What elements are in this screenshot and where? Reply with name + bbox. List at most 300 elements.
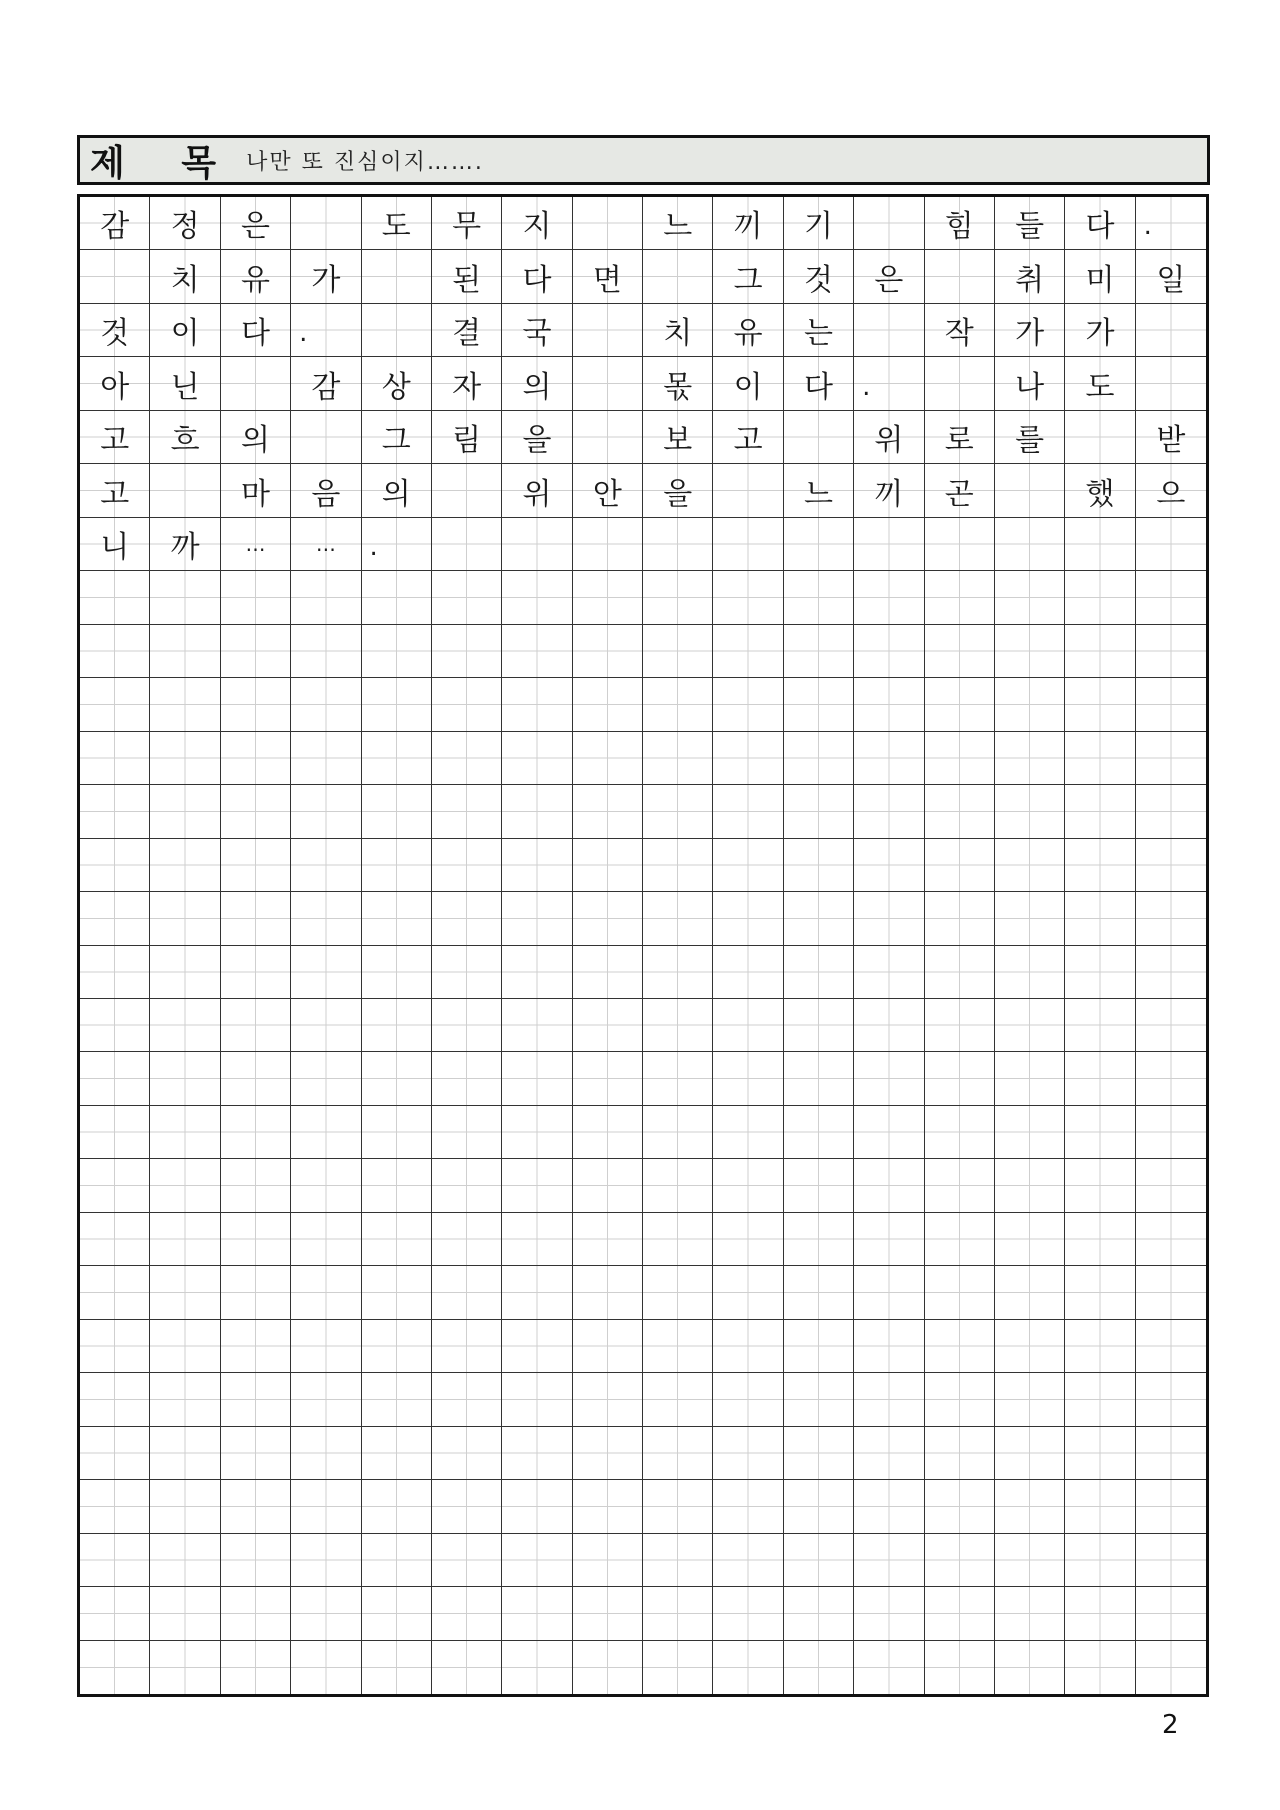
grid-cell xyxy=(432,1213,502,1266)
grid-cell xyxy=(1136,678,1206,731)
grid-cell xyxy=(362,1587,432,1640)
grid-cell xyxy=(854,197,924,250)
grid-cell: 감 xyxy=(291,357,361,410)
grid-cell xyxy=(643,732,713,785)
grid-cell xyxy=(713,1320,783,1373)
grid-cell xyxy=(1065,678,1135,731)
grid-cell xyxy=(573,946,643,999)
grid-cell xyxy=(573,1213,643,1266)
grid-cell: 기 xyxy=(784,197,854,250)
grid-cell: 상 xyxy=(362,357,432,410)
grid-cell: 그 xyxy=(362,411,432,464)
grid-cell xyxy=(1136,1641,1206,1694)
grid-cell xyxy=(362,1213,432,1266)
grid-cell xyxy=(1065,1106,1135,1159)
grid-cell xyxy=(573,1373,643,1426)
grid-cell: 닌 xyxy=(150,357,220,410)
grid-cell xyxy=(150,732,220,785)
grid-cell xyxy=(573,304,643,357)
grid-cell xyxy=(925,625,995,678)
grid-cell: 지 xyxy=(502,197,572,250)
grid-cell: 치 xyxy=(643,304,713,357)
grid-cell xyxy=(643,1480,713,1533)
grid-cell xyxy=(80,785,150,838)
grid-cell xyxy=(643,946,713,999)
grid-cell xyxy=(502,1320,572,1373)
grid-cell xyxy=(221,1213,291,1266)
grid-cell xyxy=(221,357,291,410)
grid-cell xyxy=(713,678,783,731)
grid-cell xyxy=(150,892,220,945)
grid-cell: 다 xyxy=(1065,197,1135,250)
grid-cell xyxy=(713,1159,783,1212)
grid-cell: 니 xyxy=(80,518,150,571)
grid-cell xyxy=(854,1266,924,1319)
grid-cell xyxy=(221,571,291,624)
grid-cell xyxy=(784,732,854,785)
grid-cell xyxy=(573,1320,643,1373)
grid-cell xyxy=(362,625,432,678)
grid-cell xyxy=(784,839,854,892)
grid-cell: 것 xyxy=(80,304,150,357)
grid-cell xyxy=(362,1427,432,1480)
grid-cell: 가 xyxy=(1065,304,1135,357)
grid-cell xyxy=(432,1052,502,1105)
grid-cell xyxy=(713,1373,783,1426)
grid-cell xyxy=(713,892,783,945)
grid-cell xyxy=(150,1266,220,1319)
grid-cell: 그 xyxy=(713,250,783,303)
grid-cell xyxy=(291,1427,361,1480)
grid-cell: 유 xyxy=(713,304,783,357)
grid-cell xyxy=(80,1480,150,1533)
grid-cell xyxy=(713,1106,783,1159)
grid-cell xyxy=(925,1320,995,1373)
grid-cell xyxy=(573,1266,643,1319)
grid-cell xyxy=(502,518,572,571)
grid-cell xyxy=(502,839,572,892)
grid-cell xyxy=(995,518,1065,571)
grid-cell xyxy=(854,1534,924,1587)
grid-cell xyxy=(362,250,432,303)
grid-cell xyxy=(362,1266,432,1319)
grid-cell xyxy=(432,1106,502,1159)
grid-cell xyxy=(150,678,220,731)
grid-cell xyxy=(221,1106,291,1159)
grid-cell xyxy=(995,1320,1065,1373)
grid-cell xyxy=(432,839,502,892)
grid-cell xyxy=(1065,1266,1135,1319)
grid-cell xyxy=(502,678,572,731)
grid-cell: 로 xyxy=(925,411,995,464)
grid-cell xyxy=(502,732,572,785)
grid-cell xyxy=(362,1052,432,1105)
grid-cell xyxy=(1136,1373,1206,1426)
grid-cell: 정 xyxy=(150,197,220,250)
grid-cell xyxy=(291,892,361,945)
grid-cell xyxy=(784,411,854,464)
grid-cell xyxy=(291,839,361,892)
grid-cell xyxy=(502,1534,572,1587)
grid-cell xyxy=(221,946,291,999)
grid-cell xyxy=(362,1641,432,1694)
grid-cell xyxy=(291,1641,361,1694)
grid-cell xyxy=(643,518,713,571)
grid-cell xyxy=(1065,1213,1135,1266)
grid-cell xyxy=(643,785,713,838)
grid-cell xyxy=(221,999,291,1052)
grid-cell xyxy=(784,1266,854,1319)
grid-cell xyxy=(80,1427,150,1480)
grid-cell: 음 xyxy=(291,464,361,517)
grid-cell xyxy=(150,1213,220,1266)
grid-cell xyxy=(80,571,150,624)
grid-cell xyxy=(995,946,1065,999)
grid-cell: … xyxy=(291,518,361,571)
grid-cell: 고 xyxy=(80,411,150,464)
grid-cell xyxy=(995,1052,1065,1105)
grid-cell: 위 xyxy=(502,464,572,517)
title-bar xyxy=(77,135,1210,185)
grid-cell xyxy=(573,678,643,731)
grid-cell xyxy=(784,1641,854,1694)
grid-cell xyxy=(150,1641,220,1694)
grid-cell xyxy=(925,518,995,571)
grid-cell xyxy=(713,518,783,571)
grid-cell xyxy=(854,1106,924,1159)
manuscript-grid xyxy=(77,194,1209,1697)
grid-cell xyxy=(784,1052,854,1105)
grid-cell: 아 xyxy=(80,357,150,410)
grid-cell xyxy=(221,678,291,731)
grid-cell xyxy=(925,1427,995,1480)
grid-cell xyxy=(925,1641,995,1694)
grid-cell xyxy=(221,1641,291,1694)
grid-cell xyxy=(1065,1534,1135,1587)
grid-cell: 된 xyxy=(432,250,502,303)
grid-cell xyxy=(713,999,783,1052)
grid-cell xyxy=(713,1266,783,1319)
grid-cell xyxy=(925,946,995,999)
grid-cell: 무 xyxy=(432,197,502,250)
grid-cell xyxy=(1065,411,1135,464)
grid-cell xyxy=(150,1480,220,1533)
grid-cell xyxy=(432,732,502,785)
grid-cell: 힘 xyxy=(925,197,995,250)
grid-cell xyxy=(432,1159,502,1212)
grid-cell xyxy=(80,892,150,945)
grid-cell: 의 xyxy=(221,411,291,464)
grid-cell xyxy=(784,999,854,1052)
grid-cell xyxy=(362,999,432,1052)
grid-cell xyxy=(1065,839,1135,892)
grid-cell xyxy=(713,839,783,892)
grid-cell: 가 xyxy=(995,304,1065,357)
grid-cell: 받 xyxy=(1136,411,1206,464)
grid-cell xyxy=(643,999,713,1052)
grid-cell xyxy=(995,571,1065,624)
grid-cell xyxy=(573,1159,643,1212)
grid-cell: 보 xyxy=(643,411,713,464)
grid-cell: 가 xyxy=(291,250,361,303)
grid-cell xyxy=(784,1480,854,1533)
grid-cell xyxy=(362,678,432,731)
grid-cell xyxy=(1136,1052,1206,1105)
grid-cell xyxy=(502,892,572,945)
grid-cell: 마 xyxy=(221,464,291,517)
grid-cell: . xyxy=(362,518,432,571)
grid-cell xyxy=(643,1534,713,1587)
grid-cell xyxy=(643,1427,713,1480)
grid-cell xyxy=(502,785,572,838)
grid-cell: 취 xyxy=(995,250,1065,303)
grid-cell xyxy=(291,1266,361,1319)
grid-cell: 느 xyxy=(643,197,713,250)
grid-cell xyxy=(362,839,432,892)
grid-cell xyxy=(854,678,924,731)
grid-cell: 다 xyxy=(221,304,291,357)
grid-cell: 의 xyxy=(502,357,572,410)
grid-cell: . xyxy=(854,357,924,410)
grid-cell xyxy=(150,1427,220,1480)
grid-cell xyxy=(362,1106,432,1159)
grid-cell xyxy=(1065,518,1135,571)
grid-cell: 림 xyxy=(432,411,502,464)
grid-cell xyxy=(362,1373,432,1426)
grid-cell: 치 xyxy=(150,250,220,303)
grid-cell xyxy=(291,1106,361,1159)
grid-cell xyxy=(291,1159,361,1212)
grid-cell xyxy=(1136,1587,1206,1640)
grid-cell xyxy=(432,1373,502,1426)
grid-cell: 는 xyxy=(784,304,854,357)
grid-cell: . xyxy=(1136,197,1206,250)
grid-cell xyxy=(854,785,924,838)
grid-cell xyxy=(150,1534,220,1587)
grid-cell xyxy=(362,304,432,357)
grid-cell xyxy=(80,946,150,999)
grid-cell xyxy=(432,999,502,1052)
grid-cell xyxy=(432,785,502,838)
grid-cell xyxy=(784,1587,854,1640)
grid-cell xyxy=(362,732,432,785)
grid-cell: 느 xyxy=(784,464,854,517)
grid-cell xyxy=(995,732,1065,785)
grid-cell xyxy=(432,1587,502,1640)
grid-cell xyxy=(995,1159,1065,1212)
grid-cell xyxy=(995,1534,1065,1587)
grid-cell xyxy=(573,571,643,624)
grid-cell xyxy=(291,411,361,464)
grid-cell xyxy=(854,1480,924,1533)
grid-cell xyxy=(221,1480,291,1533)
grid-cell xyxy=(150,839,220,892)
grid-cell xyxy=(713,571,783,624)
grid-cell xyxy=(432,464,502,517)
grid-cell xyxy=(854,839,924,892)
grid-cell xyxy=(291,625,361,678)
grid-cell xyxy=(362,1320,432,1373)
grid-cell xyxy=(643,571,713,624)
grid-cell xyxy=(995,678,1065,731)
grid-cell: 끼 xyxy=(713,197,783,250)
grid-cell xyxy=(221,732,291,785)
grid-cell xyxy=(573,1534,643,1587)
grid-cell xyxy=(643,892,713,945)
grid-cell xyxy=(854,518,924,571)
grid-cell: 고 xyxy=(80,464,150,517)
grid-cell xyxy=(854,732,924,785)
grid-cell xyxy=(925,357,995,410)
grid-cell xyxy=(502,625,572,678)
grid-cell: 을 xyxy=(643,464,713,517)
grid-cell xyxy=(925,785,995,838)
grid-cell xyxy=(1136,625,1206,678)
grid-cell xyxy=(573,1480,643,1533)
grid-cell xyxy=(1065,1320,1135,1373)
grid-cell xyxy=(995,999,1065,1052)
grid-cell xyxy=(502,946,572,999)
grid-cell xyxy=(643,1587,713,1640)
grid-cell xyxy=(221,1373,291,1426)
grid-cell xyxy=(854,571,924,624)
grid-cell xyxy=(573,197,643,250)
grid-cell xyxy=(362,571,432,624)
grid-cell xyxy=(291,1213,361,1266)
grid-cell xyxy=(573,1587,643,1640)
grid-cell: 것 xyxy=(784,250,854,303)
grid-cell xyxy=(150,785,220,838)
grid-cell xyxy=(80,1320,150,1373)
grid-cell xyxy=(995,1480,1065,1533)
grid-cell xyxy=(643,625,713,678)
grid-cell xyxy=(291,1052,361,1105)
grid-cell xyxy=(1136,839,1206,892)
grid-cell xyxy=(502,1641,572,1694)
grid-cell xyxy=(1136,946,1206,999)
grid-cell xyxy=(432,1534,502,1587)
grid-cell xyxy=(1065,732,1135,785)
grid-cell xyxy=(1065,785,1135,838)
page-number: 2 xyxy=(1162,1710,1179,1740)
grid-cell xyxy=(502,1159,572,1212)
grid-cell xyxy=(925,678,995,731)
grid-cell: 위 xyxy=(854,411,924,464)
grid-cell xyxy=(925,732,995,785)
grid-cell xyxy=(221,1266,291,1319)
grid-cell xyxy=(291,678,361,731)
grid-cell xyxy=(1065,1373,1135,1426)
grid-cell xyxy=(925,1480,995,1533)
grid-cell xyxy=(573,892,643,945)
grid-cell xyxy=(573,785,643,838)
grid-cell xyxy=(573,1427,643,1480)
grid-cell xyxy=(432,571,502,624)
grid-cell xyxy=(925,892,995,945)
grid-cell xyxy=(1136,999,1206,1052)
grid-cell xyxy=(432,625,502,678)
grid-cell xyxy=(221,839,291,892)
grid-cell xyxy=(502,999,572,1052)
grid-cell xyxy=(643,839,713,892)
grid-cell xyxy=(150,464,220,517)
grid-cell xyxy=(784,1213,854,1266)
grid-cell xyxy=(643,678,713,731)
grid-cell xyxy=(643,1266,713,1319)
grid-cell: 를 xyxy=(995,411,1065,464)
grid-cell xyxy=(925,1373,995,1426)
grid-cell xyxy=(80,839,150,892)
grid-cell xyxy=(713,1052,783,1105)
grid-cell: 감 xyxy=(80,197,150,250)
grid-cell: 국 xyxy=(502,304,572,357)
grid-cell xyxy=(1136,1534,1206,1587)
grid-cell xyxy=(995,1213,1065,1266)
grid-cell xyxy=(432,678,502,731)
grid-cell xyxy=(362,892,432,945)
grid-cell xyxy=(291,1480,361,1533)
grid-cell xyxy=(221,892,291,945)
grid-cell: 고 xyxy=(713,411,783,464)
grid-cell: 은 xyxy=(221,197,291,250)
grid-cell xyxy=(502,1587,572,1640)
grid-cell: 을 xyxy=(502,411,572,464)
grid-cell xyxy=(150,1587,220,1640)
grid-cell xyxy=(573,1641,643,1694)
grid-cell: 몫 xyxy=(643,357,713,410)
grid-cell xyxy=(713,1587,783,1640)
grid-cell xyxy=(925,1266,995,1319)
grid-cell xyxy=(502,1427,572,1480)
grid-cell xyxy=(995,1266,1065,1319)
grid-cell xyxy=(80,1587,150,1640)
grid-cell xyxy=(432,1480,502,1533)
grid-cell xyxy=(643,1320,713,1373)
grid-cell xyxy=(432,1641,502,1694)
grid-cell: 안 xyxy=(573,464,643,517)
grid-cell xyxy=(80,250,150,303)
grid-cell: 면 xyxy=(573,250,643,303)
grid-cell xyxy=(995,1373,1065,1426)
grid-cell xyxy=(713,1480,783,1533)
grid-cell xyxy=(80,1373,150,1426)
grid-cell xyxy=(362,1159,432,1212)
grid-cell xyxy=(854,1320,924,1373)
grid-cell xyxy=(1136,1213,1206,1266)
grid-cell xyxy=(1136,1106,1206,1159)
grid-cell xyxy=(1065,571,1135,624)
title-text: 나만 또 진심이지……. xyxy=(246,149,484,175)
grid-cell xyxy=(150,1106,220,1159)
grid-cell: 흐 xyxy=(150,411,220,464)
grid-cell xyxy=(80,1213,150,1266)
grid-cell xyxy=(1065,1641,1135,1694)
grid-cell xyxy=(854,1159,924,1212)
grid-cell xyxy=(995,785,1065,838)
grid-cell: 도 xyxy=(362,197,432,250)
grid-cell xyxy=(362,785,432,838)
grid-cell xyxy=(573,999,643,1052)
grid-cell xyxy=(573,411,643,464)
grid-cell xyxy=(150,999,220,1052)
grid-cell xyxy=(784,1320,854,1373)
grid-cell xyxy=(1136,571,1206,624)
grid-cell xyxy=(1136,892,1206,945)
grid-cell xyxy=(784,678,854,731)
grid-cell xyxy=(573,518,643,571)
grid-cell xyxy=(925,1587,995,1640)
grid-cell: 도 xyxy=(1065,357,1135,410)
